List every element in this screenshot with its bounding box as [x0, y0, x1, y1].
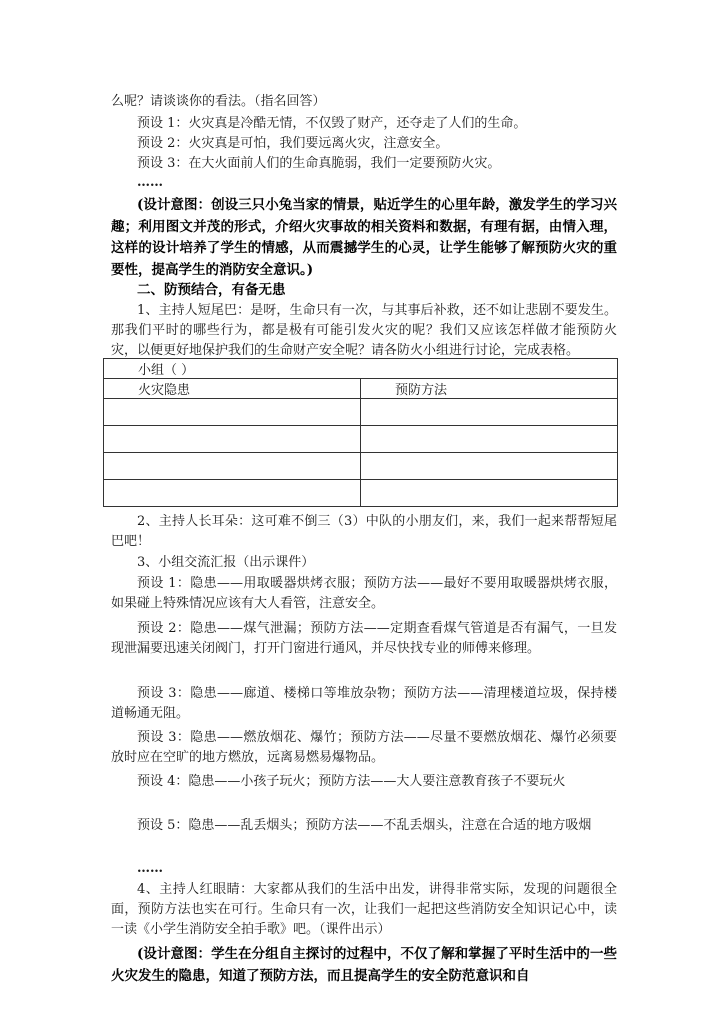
table-cell	[361, 426, 618, 453]
design-intent-2: (设计意图：学生在分组自主探讨的过程中，不仅了解和掌握了平时生活中的一些火灾发生的隐患，知道了预防方法，而且提高学生的安全防范意识和自	[111, 946, 617, 984]
col-hazard-header: 火灾隐患	[104, 379, 361, 399]
ellipsis-2: ……	[137, 861, 163, 876]
table-cell	[104, 480, 361, 507]
answer-2-1: 预设 1：隐患——用取暖器烘烤衣服；预防方法——最好不要用取暖器烘烤衣服，如果碰上特殊情况应该有大人看管，注意安全。	[111, 576, 617, 611]
answer-2-3: 预设 3：隐患——廊道、楼梯口等堆放杂物；预防方法——清理楼道垃圾，保持楼道畅通无阻。	[111, 686, 617, 721]
section-2-heading: 二、防预结合，有备无患	[137, 282, 286, 298]
answer-1-2: 预设 2：火灾真是可怕，我们要远离火灾，注意安全。	[137, 136, 449, 151]
host-1-paragraph: 1、主持人短尾巴：是呀，生命只有一次，与其事后补救，还不如让悲剧不要发生。那我们平时的哪些行为，都是极有可能引发火灾的呢？我们又应该怎样做才能预防火灾，以便更好地保护我们的生命财产安全呢？请各防火小组进行讨论，完成表格。	[111, 303, 617, 358]
answer-2-5: 预设 4：隐患——小孩子玩火；预防方法——大人要注意教育孩子不要玩火	[137, 774, 566, 789]
table-cell	[361, 453, 618, 480]
table-row	[104, 480, 618, 507]
answer-1-3: 预设 3：在大火面前人们的生命真脆弱，我们一定要预防火灾。	[137, 156, 501, 171]
table-cell	[361, 480, 618, 507]
answer-2-4: 预设 3：隐患——燃放烟花、爆竹；预防方法——尽量不要燃放烟花、爆竹必须要放时应在空旷的地方燃放，远离易燃易爆物品。	[111, 730, 617, 765]
table-cell	[361, 399, 618, 426]
table-cell	[104, 399, 361, 426]
answer-2-6: 预设 5：隐患——乱丢烟头；预防方法——不乱丢烟头，注意在合适的地方吸烟	[137, 818, 592, 833]
table-row	[104, 399, 618, 426]
ellipsis: ……	[137, 175, 163, 190]
answer-2-2: 预设 2：隐患——煤气泄漏；预防方法——定期查看煤气管道是否有漏气，一旦发现泄漏要迅速关闭阀门，打开门窗进行通风，并尽快找专业的师傅来修理。	[111, 621, 617, 656]
step-3-line: 3、小组交流汇报（出示课件）	[137, 555, 315, 570]
table-cell	[104, 453, 361, 480]
host-4-paragraph: 4、主持人红眼睛：大家都从我们的生活中出发，讲得非常实际，发现的问题很全面，预防方法也实在可行。生命只有一次，让我们一起把这些消防安全知识记心中，读一读《小学生消防安全拍手歌》吧。（课件出示）	[111, 882, 617, 937]
table-row	[104, 426, 618, 453]
hazard-prevention-table	[103, 358, 618, 507]
intro-line: 么呢？请谈谈你的看法。（指名回答）	[111, 94, 326, 109]
host-2-paragraph: 2、主持人长耳朵：这可难不倒三（3）中队的小朋友们，来，我们一起来帮帮短尾巴吧！	[111, 514, 617, 549]
col-method-header: 预防方法	[361, 379, 618, 399]
table-row	[104, 453, 618, 480]
group-label: 小组（ ）	[104, 359, 618, 379]
design-intent-1: (设计意图：创设三只小兔当家的情景，贴近学生的心里年龄，激发学生的学习兴趣；利用图文并茂的形式，介绍火灾事故的相关资料和数据，有理有据，由情入理，这样的设计培养了学生的情感，从而震撼学生的心灵，让学生能够了解预防火灾的重要性，提高学生的消防安全意识。)	[111, 197, 617, 278]
table-cell	[104, 426, 361, 453]
answer-1-1: 预设 1：火灾真是冷酷无情，不仅毁了财产，还夺走了人们的生命。	[137, 116, 527, 131]
